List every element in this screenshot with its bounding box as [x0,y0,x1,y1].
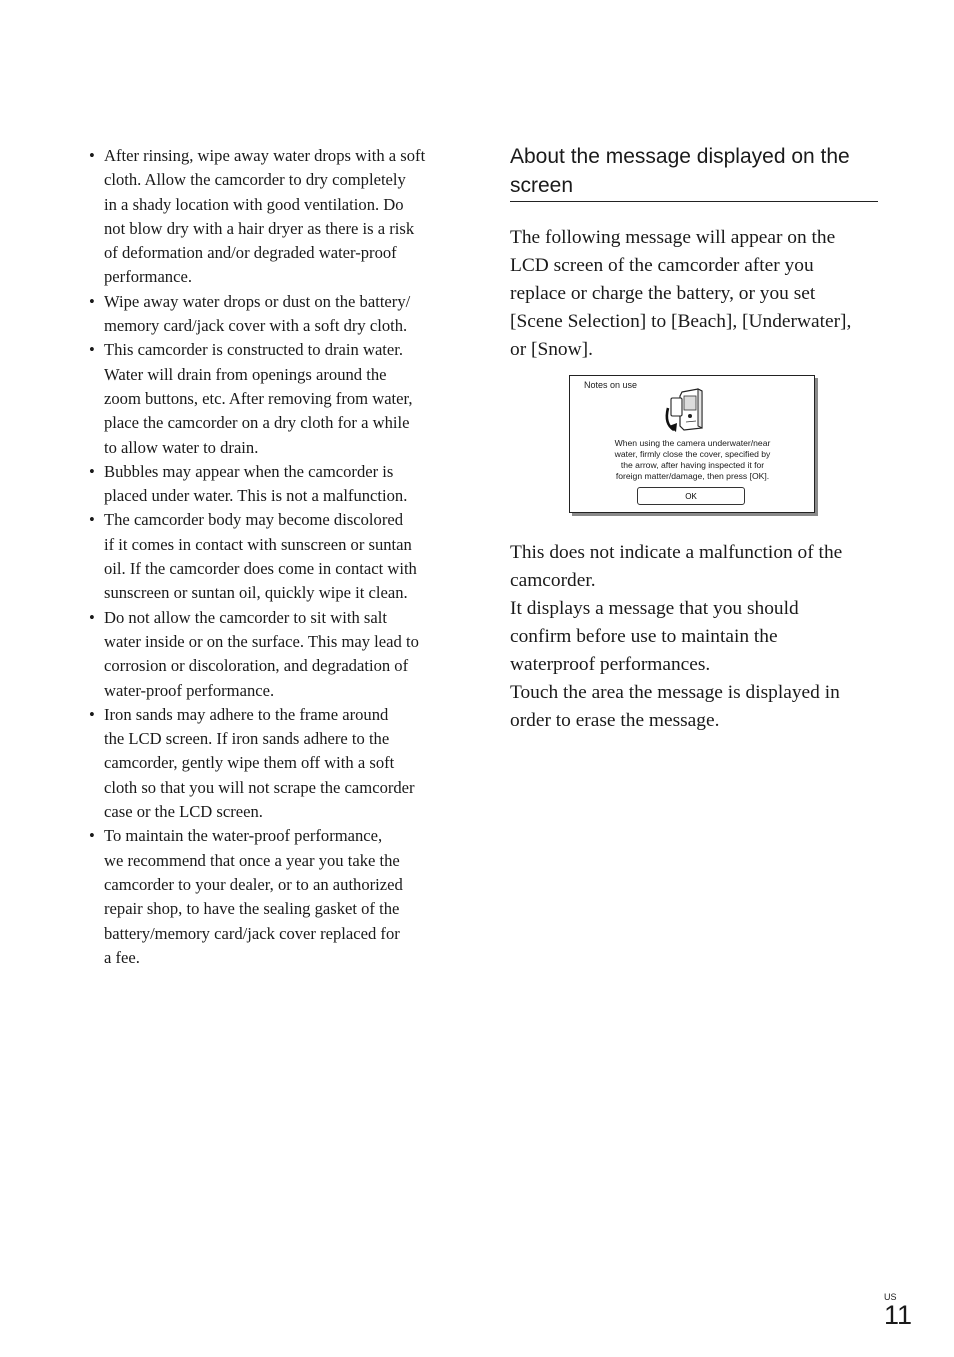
page-number [884,1292,912,1328]
list-item: • Wipe away water drops or dust on the battery/ memory card/jack cover with a soft dry cloth. [89,291,411,336]
ok-button[interactable]: OK [637,487,745,505]
lcd-screen-illustration [569,375,817,515]
right-column [510,142,882,735]
list-item: • This camcorder is constructed to drain water. Water will drain from openings around the zoom buttons, etc. After removing from water, place the camcorder on a dry cloth for a while to allow water to drain. [89,340,413,457]
list-item: • To maintain the water-proof performance, we recommend that once a year you take the camcorder to your dealer, or to an authorized repair shop, to have the sealing gasket of the battery/memory card/jack cover replaced for a fee. [89,826,403,967]
precautions-list [86,144,458,970]
region-code: US [883,1292,897,1302]
bullet-icon: • [89,607,95,627]
bullet-icon: • [89,146,95,165]
bullet-icon: • [89,461,95,481]
notes-on-use-dialog [569,375,815,513]
bullet-icon: • [89,340,95,360]
left-column [86,144,458,970]
list-item: • Do not allow the camcorder to sit with salt water inside or on the surface. This may lead to corrosion or discoloration, and degradation of water-proof performance. [89,607,419,700]
camcorder-icon [660,386,720,436]
dialog-message: When using the camera underwater/near water, firmly close the cover, specified by the arrow, after having inspected it for foreign matter/damage, then press [OK]. [614,438,771,481]
dialog-title: Notes on use [584,380,638,390]
list-item: • Iron sands may adhere to the frame around the LCD screen. If iron sands adhere to the camcorder, gently wipe them off with a soft cloth so that you will not scrape the camcorder case or the LCD screen. [89,704,415,822]
section-heading: About the message displayed on the screen [510,142,878,202]
explanation-paragraph: This does not indicate a malfunction of the camcorder. It displays a message that you should confirm before use to maintain the waterproof performances. Touch the area the message is displayed in order to erase the message. [510,542,843,731]
bullet-icon: • [89,291,95,311]
list-item: • The camcorder body may become discolored if it comes in contact with sunscreen or suntan oil. If the camcorder does come in contact with sunscreen or suntan oil, quickly wipe it clean. [89,510,417,603]
list-item: • After rinsing, wipe away water drops with a soft cloth. Allow the camcorder to dry completely in a shady location with good ventilation. Do not blow dry with a hair dryer as there is a risk of deformation and/or degraded water-proof performance. [89,146,426,287]
intro-paragraph: The following message will appear on the LCD screen of the camcorder after you replace or charge the battery, or you set [Scene Selection] to [Beach], [Underwater], or [Snow]. [510,227,852,360]
bullet-icon: • [89,704,95,724]
page-number-value: 11 [883,1300,912,1330]
list-item: • Bubbles may appear when the camcorder is placed under water. This is not a malfunction. [89,461,408,506]
bullet-icon: • [89,510,95,530]
bullet-icon: • [89,826,95,846]
